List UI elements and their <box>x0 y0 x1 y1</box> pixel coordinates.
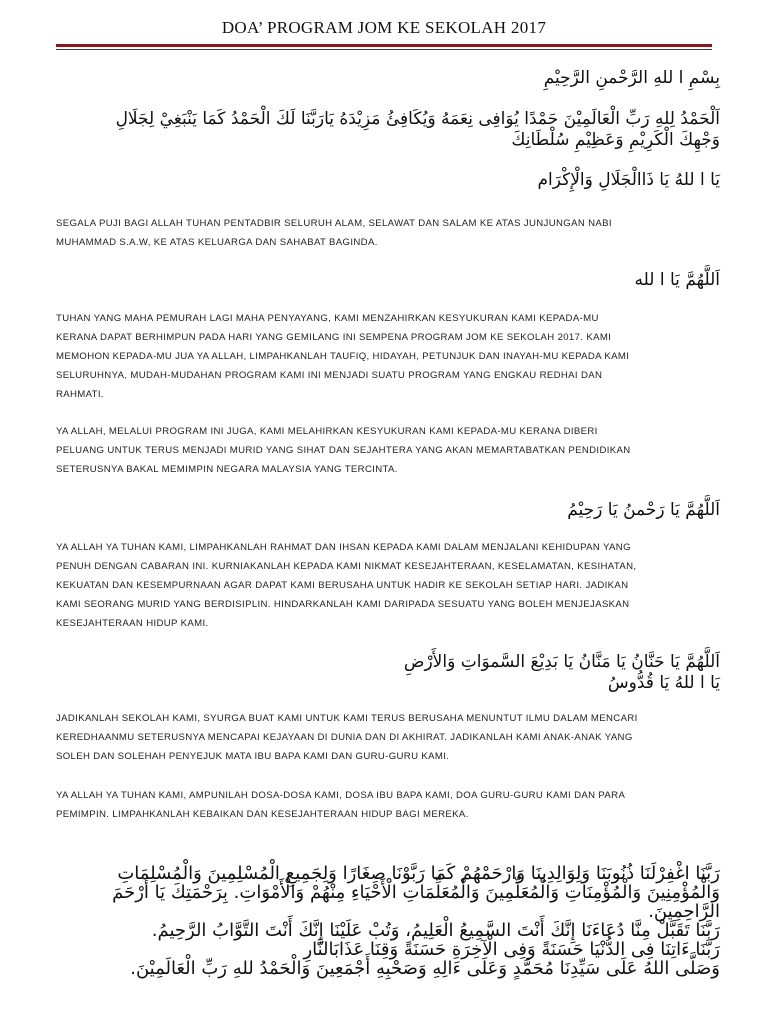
closing-line: رَبَّنَا تَقَبَّلْ مِنَّا دُعَاءَنَا إِنَّكَ أَنْتَ السَّمِيعُ الْعَلِيمُ، وَتُبْ عَلَيْنَا إِنَّكَ أَنْتَ التَّوَّابُ الرَّحِيمُ. <box>151 920 720 941</box>
invocation-rahman-rahim: اَللَّهُمَّ يَا رَحْمنُ يَا رَحِيْمُ <box>567 500 720 520</box>
invocation-allahumma: اَللَّهُمَّ يَا ا لله <box>634 270 720 290</box>
paragraph-line: PENUH DENGAN CABARAN INI. KURNIAKANLAH KEPADA KAMI NIKMAT KESEJAHTERAAN, KESELAMATAN, KESIHATAN, <box>56 561 637 572</box>
paragraph-line: TUHAN YANG MAHA PEMURAH LAGI MAHA PENYAYANG, KAMI MENZAHIRKAN KESYUKURAN KAMI KEPADA-MU <box>56 313 599 324</box>
paragraph-line: YA ALLAH, MELALUI PROGRAM INI JUGA, KAMI MELAHIRKAN KESYUKURAN KAMI KEPADA-MU KERANA DIBERI <box>56 426 598 437</box>
closing-line: وَالْمُؤْمِنِينَ وَالْمُؤْمِنَاتِ وَالْمُعَلِّمِينَ وَالْمُعَلِّمَاتِ الْأَحْيَاءِ مِنْهُمْ وَالْأَمْوَاتِ. بِرَحْمَتِكَ يَا أَرْحَمَ <box>112 882 720 903</box>
paragraph-6 <box>56 786 720 824</box>
paragraph-line: YA ALLAH YA TUHAN KAMI, LIMPAHKANLAH RAHMAT DAN IHSAN KEPADA KAMI DALAM MENJALANI KEHIDUPAN YANG <box>56 542 631 553</box>
paragraph-line: RAHMATI. <box>56 389 104 400</box>
paragraph-1 <box>56 214 720 252</box>
title-divider-thin <box>56 49 712 50</box>
paragraph-line: KAMI SEORANG MURID YANG BERDISIPLIN. HINDARKANLAH KAMI DARIPADA SESUATU YANG BOLEH MENJEJASKAN <box>56 599 630 610</box>
invocation-line: يَا ا للهُ يَا قُدُّوسُ <box>607 673 720 693</box>
paragraph-4 <box>56 538 720 633</box>
invocation-line: اَللَّهُمَّ يَا حَنَّانُ يَا مَنَّانُ يَا بَدِيْعَ السَّموَاتِ وَالأَرْضِ <box>403 652 720 672</box>
invocation-ya-allah: يَا ا للهُ يَا ذَاالْجَلَالِ وَالْإِكْرَام <box>537 170 720 190</box>
paragraph-line: SEGALA PUJI BAGI ALLAH TUHAN PENTADBIR SELURUH ALAM, SELAWAT DAN SALAM KE ATAS JUNJUNGAN NABI <box>56 218 612 229</box>
paragraph-line: MUHAMMAD S.A.W, KE ATAS KELUARGA DAN SAHABAT BAGINDA. <box>56 237 378 248</box>
hamdalah-block <box>56 109 720 151</box>
paragraph-3 <box>56 422 720 479</box>
paragraph-line: KEKUATAN DAN KESEMPURNAAN AGAR DAPAT KAMI BERUSAHA UNTUK HADIR KE SEKOLAH SETIAP HARI. JADIKAN <box>56 580 629 591</box>
paragraph-line: SETERUSNYA BAKAL MEMIMPIN NEGARA MALAYSIA YANG TERCINTA. <box>56 464 398 475</box>
paragraph-line: PEMIMPIN. LIMPAHKANLAH KEBAIKAN DAN KESEJAHTERAAN HIDUP BAGI MEREKA. <box>56 809 469 820</box>
paragraph-line: MEMOHON KEPADA-MU JUA YA ALLAH, LIMPAHKANLAH TAUFIQ, HIDAYAH, PETUNJUK DAN INAYAH-MU KEPADA KAMI <box>56 351 630 362</box>
page-title: DOA’ PROGRAM JOM KE SEKOLAH 2017 <box>221 18 547 37</box>
paragraph-line: KEREDHAANMU SETERUSNYA MENCAPAI KEJAYAAN DI DUNIA DAN DI AKHIRAT. JADIKANLAH KAMI ANAK-ANAK YANG <box>56 732 633 743</box>
paragraph-line: PELUANG UNTUK TERUS MENJADI MURID YANG SIHAT DAN SEJAHTERA YANG AKAN MEMARTABATKAN PENDIDIKAN <box>56 445 631 456</box>
paragraph-5 <box>56 709 720 766</box>
closing-line: وَصَلَّى اللهُ عَلَى سَيِّدِنَا مُحَمَّدٍ وَعَلَى ءَالِهِ وَصَحْبِهِ أَجْمَعِينَ وَالْحَمْدُ للهِ رَبِّ الْعَالَمِيْنَ. <box>130 958 720 979</box>
paragraph-line: SELURUHNYA, MUDAH-MUDAHAN PROGRAM KAMI INI MENJADI SUATU PROGRAM YANG ENGKAU REDHAI DAN <box>56 370 603 381</box>
paragraph-line: SOLEH DAN SOLEHAH PENYEJUK MATA IBU BAPA KAMI DAN GURU-GURU KAMI. <box>56 751 450 762</box>
paragraph-line: KESEJAHTERAAN HIDUP KAMI. <box>56 618 209 629</box>
basmalah: بِسْمِ ا للهِ الرَّحْمنِ الرَّحِيْمِ <box>543 68 720 88</box>
closing-line: رَبَّنَا اغْفِرْلَنَا ذُنُوبَنَا وَلِوَالِدِينَا وَارْحَمْهُمْ كَمَا رَبَّوْنَا صِغَارًا وَلِجَمِيعِ الْمُسْلِمِينَ وَالْمُسْلِمَاتِ <box>117 863 720 884</box>
title-divider <box>56 44 712 47</box>
paragraph-2 <box>56 309 720 404</box>
hamdalah-line: اَلْحَمْدُ لِلهِ رَبِّ الْعَالَمِيْنَ حَمْدًا يُوَافِى نِعَمَهُ وَيُكَافِئُ مَزِيْدَهُ يَارَبَّنَا لَكَ الْحَمْدُ كَمَا يَنْبَغِيْ لِجَلَالِ <box>115 109 720 129</box>
paragraph-line: KERANA DAPAT BERHIMPUN PADA HARI YANG GEMILANG INI SEMPENA PROGRAM JOM KE SEKOLAH 2017. KAMI <box>56 332 612 343</box>
hamdalah-line: وَجْهِكَ الْكَرِيْمِ وَعَظِيْمِ سُلْطَانِكَ <box>511 130 720 150</box>
closing-doa <box>56 864 720 978</box>
paragraph-line: YA ALLAH YA TUHAN KAMI, AMPUNILAH DOSA-DOSA KAMI, DOSA IBU BAPA KAMI, DOA GURU-GURU KAMI DAN PARA <box>56 790 626 801</box>
closing-line: رَبَّنَا ءَاتِنَا فِى الدُّنْيَا حَسَنَةً وَفِى الْآخِرَةِ حَسَنَةً وَقِنَا عَذَابَالنَّارِ <box>303 939 720 960</box>
paragraph-line: JADIKANLAH SEKOLAH KAMI, SYURGA BUAT KAMI UNTUK KAMI TERUS BERUSAHA MENUNTUT ILMU DALAM MENCARI <box>56 713 638 724</box>
closing-line: الرَّاحِمِينَ. <box>648 901 720 922</box>
invocation-hannan-mannan <box>56 652 720 694</box>
